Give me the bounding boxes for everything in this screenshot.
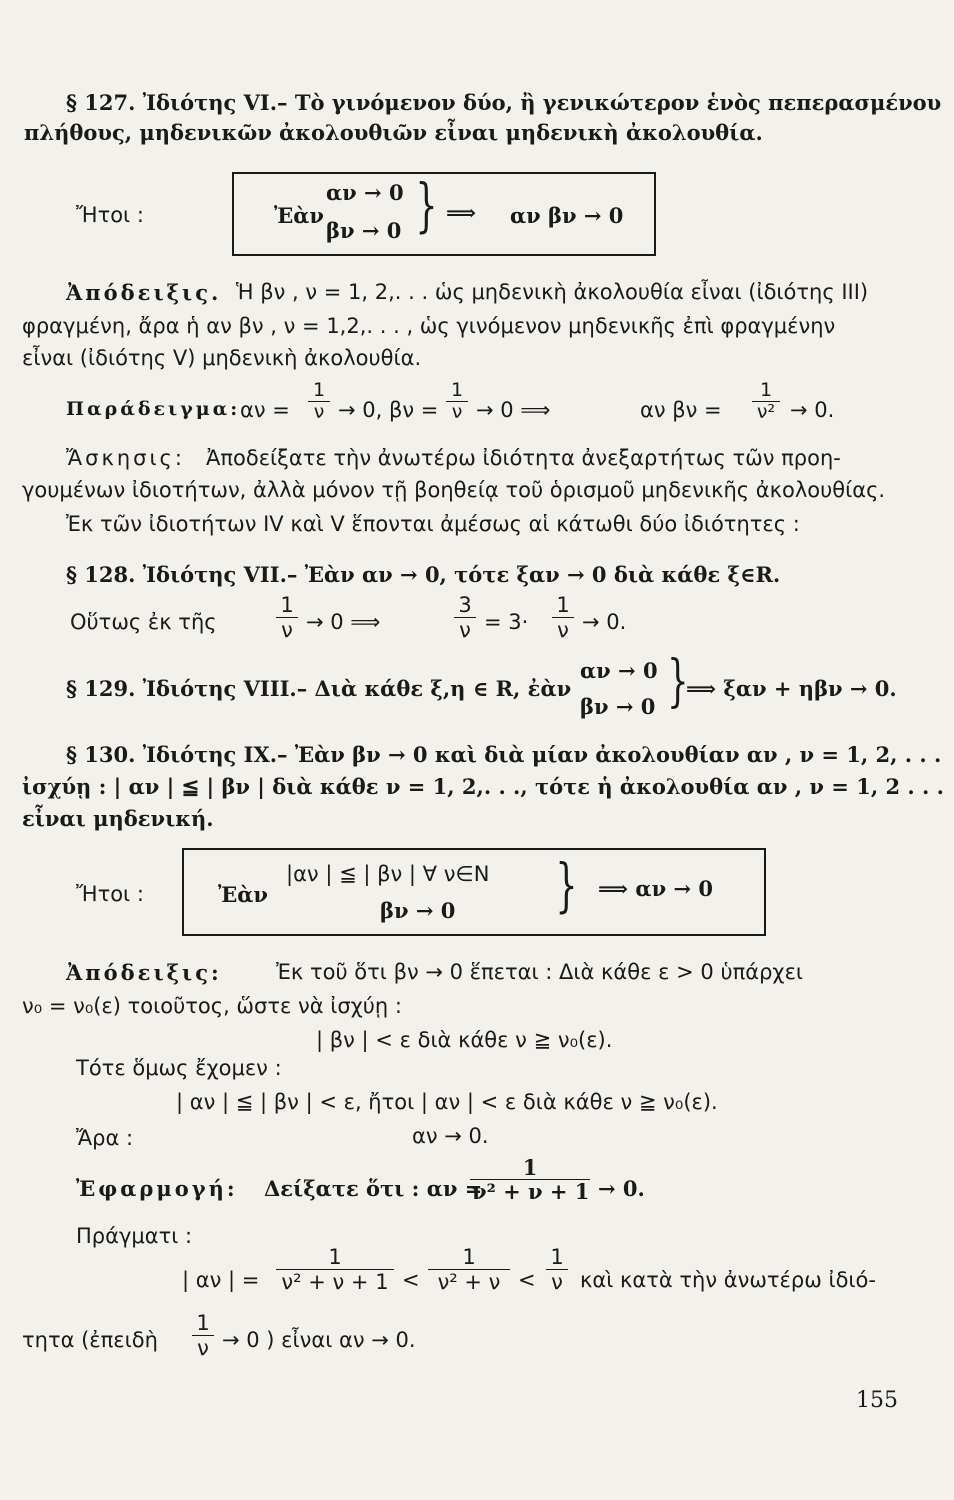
final-line-end: → 0 ) εἶναι αν → 0. <box>222 1328 416 1352</box>
application-label: Ἐφαρμογή: <box>76 1176 238 1201</box>
proof-127-line2: φραγμένη, ἄρα ἡ αν βν , ν = 1,2,. . . , ὡς γινόμενον μηδενικῆς ἐπὶ φραγμένην <box>22 314 836 338</box>
section-128-heading: § 128. Ἰδιότης VII.– Ἐὰν αν → 0, τότε ξαν → 0 διὰ κάθε ξ∈R. <box>66 562 781 587</box>
proof-127-line3: εἶναι (ἰδιότης V) μηδενικὴ ἀκολουθία. <box>22 346 422 370</box>
box127-cond1: αν → 0 <box>326 180 404 205</box>
final-line-start: τητα (ἐπειδὴ <box>22 1328 158 1352</box>
example-mid2: → 0 ⟹ <box>476 398 551 422</box>
application-text: Δείξατε ὅτι : αν = <box>264 1176 483 1201</box>
box130-cond2: βν → 0 <box>380 898 456 923</box>
exercise-line1: Ἀποδείξατε τὴν ἀνωτέρω ἰδιότητα ἀνεξαρτήτως τῶν προη- <box>206 446 841 470</box>
box127-cond2: βν → 0 <box>326 218 402 243</box>
example-label: Παράδειγμα: <box>66 398 241 420</box>
htoi-label: Ἤτοι : <box>76 203 144 227</box>
p129-cond1: αν → 0 <box>580 658 658 683</box>
section-127-heading-cont: πλήθους, μηδενικῶν ἀκολουθιῶν εἶναι μηδενικὴ ἀκολουθία. <box>24 120 763 145</box>
bound-frac2: $\frac{1}{\text{ν² + ν}}$ <box>428 1246 510 1294</box>
application-end: → 0. <box>598 1176 645 1201</box>
box127-impl: ⟹ <box>446 200 477 225</box>
box130-cond1: |αν | ≦ | βν | ∀ ν∈N <box>286 862 490 886</box>
section-127-heading: § 127. Ἰδιότης VI.– Τὸ γινόμενον δύο, ἢ γενικώτερον ἑνὸς πεπερασμένου <box>66 90 942 115</box>
proof-130-line1: Ἐκ τοῦ ὅτι βν → 0 ἕπεται : Διὰ κάθε ε > 0 ὑπάρχει <box>276 960 804 984</box>
p129-result: ⟹ ξαν + ηβν → 0. <box>686 676 897 701</box>
section-129-heading: § 129. Ἰδιότης VIII.– Διὰ κάθε ξ,η ∈ R, ἐὰν <box>66 676 572 701</box>
application-frac: $\frac{1}{\text{ν² + ν + 1}}$ <box>472 1155 590 1205</box>
example-frac1: $\frac{1}{\nu}$ <box>308 380 330 424</box>
box130-result: ⟹ αν → 0 <box>598 876 713 901</box>
lt-sign-1: < <box>402 1268 420 1292</box>
pragmati-label: Πράγματι : <box>76 1224 193 1248</box>
page-number: 155 <box>856 1388 898 1413</box>
box130-ean: Ἐὰν <box>218 882 268 907</box>
exercise-line3: Ἐκ τῶν ἰδιοτήτων IV καὶ V ἕπονται ἀμέσως αἱ κάτωθι δύο ἰδιότητες : <box>66 512 800 536</box>
abs-a: | αν | = <box>182 1268 260 1292</box>
p128-eq: = 3· <box>484 610 529 634</box>
p128-outos: Οὕτως ἐκ τῆς <box>70 610 217 634</box>
box127-ean: Ἐὰν <box>274 203 324 228</box>
box130-brace: } <box>555 851 578 919</box>
example-frac3: $\frac{1}{\text{ν²}}$ <box>752 380 780 424</box>
proof-130-line3: | βν | < ε διὰ κάθε ν ≧ ν₀(ε). <box>316 1028 613 1052</box>
lt-sign-2: < <box>518 1268 536 1292</box>
example-end: → 0. <box>790 398 835 422</box>
exercise-label: Ἄσκησις: <box>66 446 185 470</box>
p128-frac2: $\frac{3}{\nu}$ <box>454 594 476 642</box>
p128-impl: → 0 ⟹ <box>306 610 381 634</box>
section-130-heading: § 130. Ἰδιότης IX.– Ἐὰν βν → 0 καὶ διὰ μίαν ἀκολουθίαν αν , ν = 1, 2, . . . <box>66 742 942 767</box>
application-tail: καὶ κατὰ τὴν ἀνωτέρω ἰδιό- <box>580 1268 876 1292</box>
ara-label: Ἄρα : <box>76 1126 134 1150</box>
ara-result: αν → 0. <box>412 1124 489 1148</box>
box127-brace: } <box>415 171 438 239</box>
box127-result: αν βν → 0 <box>510 203 624 228</box>
section-130-heading-end: εἶναι μηδενική. <box>22 806 214 831</box>
proof-130-label: Ἀπόδειξις: <box>66 960 222 985</box>
inequality-line: | αν | ≦ | βν | < ε, ἤτοι | αν | < ε διὰ κάθε ν ≧ ν₀(ε). <box>176 1090 718 1114</box>
example-mid3: αν βν = <box>640 398 722 422</box>
p128-frac1: $\frac{1}{\nu}$ <box>276 594 298 642</box>
example-frac2: $\frac{1}{\nu}$ <box>446 380 468 424</box>
tote-line: Τότε ὅμως ἔχομεν : <box>76 1056 282 1080</box>
htoi-label-130: Ἤτοι : <box>76 882 144 906</box>
p128-frac3: $\frac{1}{\nu}$ <box>552 594 574 642</box>
exercise-line2: γουμένων ἰδιοτήτων, ἀλλὰ μόνον τῇ βοηθείᾳ τοῦ ὁρισμοῦ μηδενικῆς ἀκολουθίας. <box>22 478 886 502</box>
proof-127-line1: Ἡ βν , ν = 1, 2,. . . ὡς μηδενικὴ ἀκολουθία εἶναι (ἰδιότης III) <box>236 280 869 304</box>
bound-frac1: $\frac{1}{\text{ν² + ν + 1}}$ <box>276 1246 394 1294</box>
bound-frac3: $\frac{1}{\nu}$ <box>546 1246 568 1294</box>
example-a: αν = <box>240 398 290 422</box>
final-frac: $\frac{1}{\nu}$ <box>192 1312 214 1360</box>
p128-end: → 0. <box>582 610 627 634</box>
p129-brace: } <box>667 649 689 714</box>
section-130-heading-cont: ἰσχύῃ : | αν | ≦ | βν | διὰ κάθε ν = 1, 2,. . ., τότε ἡ ἀκολουθία αν , ν = 1, 2 . . . <box>22 774 944 799</box>
proof-127-label: Ἀπόδειξις. <box>66 280 222 305</box>
p129-cond2: βν → 0 <box>580 694 656 719</box>
example-mid1: → 0, βν = <box>338 398 439 422</box>
proof-130-line2: ν₀ = ν₀(ε) τοιοῦτος, ὥστε νὰ ἰσχύῃ : <box>22 994 402 1018</box>
